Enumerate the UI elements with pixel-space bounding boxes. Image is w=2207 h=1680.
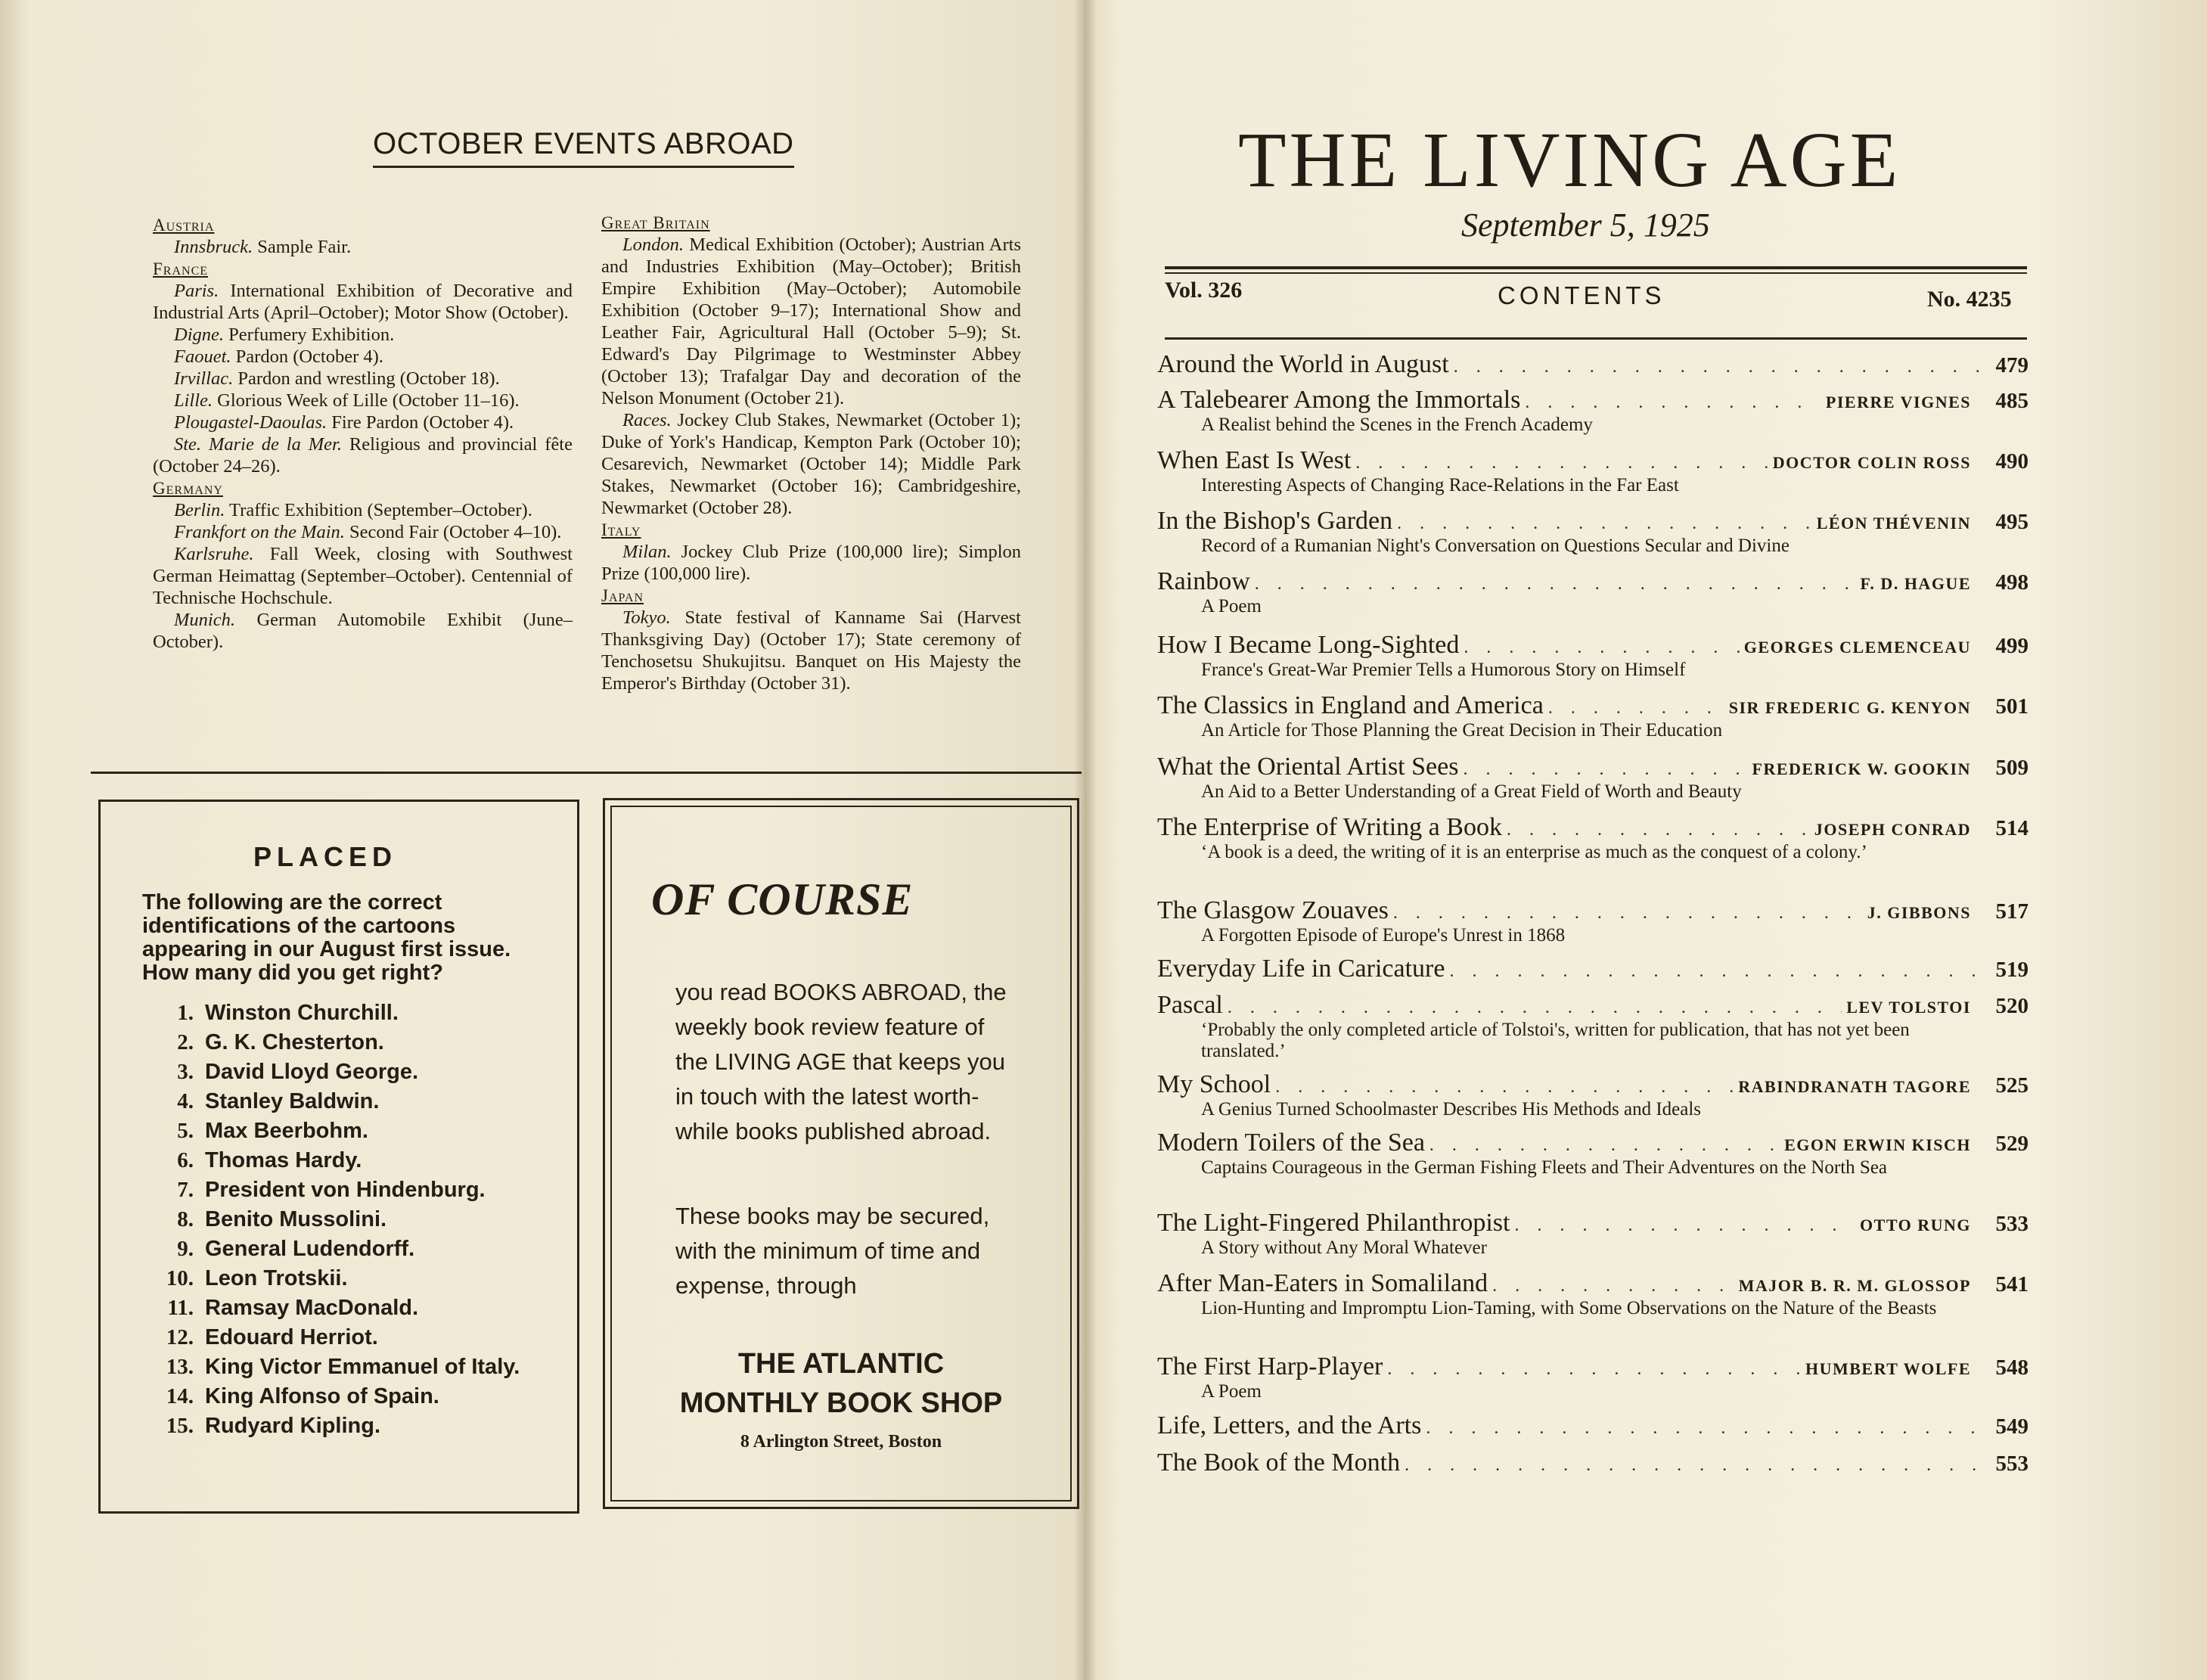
placed-item [133,1028,535,1057]
placed-item-name: Edouard Herriot. [205,1325,378,1349]
event-item [153,521,573,543]
contents-entry-row [1157,386,2029,415]
event-city: Lille. [174,390,213,411]
entry-author: SIR FREDERIC G. KENYON [1728,698,1971,717]
of-course-para2: These books may be secured, with the minimum of time and expense, through [675,1203,990,1299]
event-city: Frankfort on the Main. [174,522,345,542]
leader-dots [1449,961,1982,982]
entry-title: The Classics in England and America [1157,691,1544,719]
event-city: Milan. [622,542,672,562]
event-city: Tokyo. [622,607,671,628]
contents-entry [1157,631,2029,681]
placed-item [133,1116,535,1146]
entry-subtitle: A Genius Turned Schoolmaster Describes His Methods and Ideals [1201,1099,1702,1119]
entry-page-number: 490 [1995,449,2029,474]
event-city: Ste. Marie de la Mer. [174,434,342,455]
entry-author: HUMBERT WOLFE [1805,1359,1971,1378]
event-item [153,280,573,324]
event-item [153,499,573,521]
placed-item-number: 11. [167,1296,194,1320]
entry-author: LÉON THÉVENIN [1816,514,1971,533]
section-divider [91,772,1082,774]
event-city: Races. [622,410,672,430]
entry-title: How I Became Long-Sighted [1157,631,1460,659]
placed-item [133,1323,535,1352]
entry-page-number: 495 [1995,510,2029,534]
contents-entry [1157,753,2029,803]
entry-page-number: 499 [1995,634,2029,658]
placed-intro: The following are the correct identifications of the cartoons appearing in our August first issue. How many did you get right? [142,890,511,985]
contents-entry [1157,507,2029,557]
entry-title: The First Harp-Player [1157,1352,1383,1380]
entry-title: Life, Letters, and the Arts [1157,1411,1422,1439]
placed-item [133,1146,535,1175]
placed-item-number: 12. [166,1325,194,1349]
events-column-left [153,214,573,653]
contents-entry-row [1157,1352,2029,1381]
leader-dots [1393,903,1863,924]
contents-entry-row [1157,350,2029,379]
event-item [153,236,573,258]
placed-item-number: 4. [177,1089,194,1113]
contents-entry [1157,446,2029,496]
placed-item-name: Max Beerbohm. [205,1119,368,1143]
contents-entry-row [1157,507,2029,536]
placed-item [133,1382,535,1411]
placed-item [133,1352,535,1382]
country-heading: France [153,259,209,278]
contents-rule-top-thin [1165,272,2027,274]
leader-dots [1429,1135,1780,1156]
entry-author: GEORGES CLEMENCEAU [1743,638,1971,657]
placed-item-name: Benito Mussolini. [205,1207,387,1231]
entry-subtitle: Interesting Aspects of Changing Race-Relations in the Far East [1201,475,1679,495]
entry-title: Rainbow [1157,567,1250,595]
entry-page-number: 501 [1995,694,2029,719]
placed-item-number: 7. [177,1178,194,1202]
leader-dots [1515,1216,1856,1236]
contents-entry [1157,991,2029,1062]
events-title: OCTOBER EVENTS ABROAD [373,127,794,168]
contents-label: CONTENTS [1498,281,1665,309]
entry-author: LEV TOLSTOI [1846,998,1971,1017]
entry-author: JOSEPH CONRAD [1814,820,1971,839]
placed-list [133,998,535,1441]
placed-item-name: Leon Trotskii. [205,1266,348,1290]
entry-title: A Talebearer Among the Immortals [1157,386,1521,414]
issue-number: No. 4235 [1927,287,2012,312]
event-item [153,346,573,368]
placed-item-number: 1. [177,1001,194,1025]
event-item [601,234,1021,409]
contents-entry [1157,386,2029,436]
entry-subtitle: An Article for Those Planning the Great Decision in Their Education [1201,720,1723,741]
event-text: German Automobile Exhibit (June–October). [153,610,573,652]
placed-item [133,1087,535,1116]
entry-page-number: 485 [1995,389,2029,413]
entry-title: After Man-Eaters in Somaliland [1157,1269,1488,1297]
contents-entry [1157,567,2029,617]
entry-author: RABINDRANATH TAGORE [1738,1077,1971,1096]
entry-page-number: 520 [1995,994,2029,1018]
leader-dots [1525,393,1821,413]
contents-entry-row [1157,955,2029,983]
contents-entry [1157,350,2029,379]
placed-item [133,1293,535,1323]
contents-entry-row [1157,1411,2029,1440]
event-text: Traffic Exhibition (September–October). [225,500,532,520]
contents-entry-row [1157,1269,2029,1298]
placed-item-name: Thomas Hardy. [205,1148,362,1172]
contents-entry-row [1157,813,2029,842]
entry-author: F. D. HAGUE [1860,574,1971,593]
contents-entry-row [1157,446,2029,475]
entry-title: When East Is West [1157,446,1352,474]
event-text: Fall Week, closing with Southwest German Heimattag (September–October). Centennial of Technische Hochschule. [153,544,573,608]
event-text: Jockey Club Stakes, Newmarket (October 1); Duke of York's Handicap, Kempton Park (October 10); Cesarevich, Newmarket (October 14); Middle Park Stakes, Newmarket (October 16); Cambridgeshire, Newmarket (October 28). [601,410,1021,518]
entry-author: FREDERICK W. GOOKIN [1752,759,1971,778]
contents-rule-bottom [1165,337,2027,340]
entry-title: The Enterprise of Writing a Book [1157,813,1502,841]
event-text: Glorious Week of Lille (October 11–16). [213,390,520,411]
contents-entry [1157,691,2029,741]
leader-dots [1548,698,1724,719]
entry-subtitle: A Poem [1201,596,1262,616]
event-item [153,390,573,411]
contents-entry [1157,1352,2029,1402]
event-text: Pardon (October 4). [231,346,383,367]
entry-page-number: 514 [1995,816,2029,840]
entry-subtitle: ‘A book is a deed, the writing of it is an enterprise as much as the conquest of a colony.’ [1201,842,1867,862]
entry-page-number: 479 [1995,353,2029,377]
placed-item-number: 13. [166,1355,194,1379]
contents-entry [1157,1411,2029,1440]
country-heading: Austria [153,216,215,234]
leader-dots [1397,514,1812,534]
issue-date: September 5, 1925 [1461,207,1710,244]
entry-page-number: 529 [1995,1132,2029,1156]
event-city: Munich. [174,610,235,630]
entry-title: The Light-Fingered Philanthropist [1157,1209,1510,1237]
event-text: Perfumery Exhibition. [224,325,395,345]
entry-subtitle: France's Great-War Premier Tells a Humorous Story on Himself [1201,660,1686,680]
country-heading: Great Britain [601,213,710,232]
contents-entry-row [1157,991,2029,1020]
placed-item-name: G. K. Chesterton. [205,1030,384,1054]
placed-item-name: Stanley Baldwin. [205,1089,380,1113]
contents-entry-row [1157,691,2029,720]
entry-title: Pascal [1157,991,1223,1019]
country-heading: Italy [601,520,641,539]
placed-box [98,800,579,1514]
contents-entry [1157,1269,2029,1319]
contents-entry-row [1157,567,2029,596]
event-item [153,543,573,609]
event-item [601,607,1021,694]
entry-page-number: 509 [1995,756,2029,780]
entry-title: Everyday Life in Caricature [1157,955,1445,983]
leader-dots [1507,820,1810,840]
country-heading: Germany [153,479,223,498]
leader-dots [1275,1077,1734,1098]
placed-item-number: 10. [166,1266,194,1290]
event-text: International Exhibition of Decorative and Industrial Arts (April–October); Motor Show (October). [153,281,573,323]
placed-item-name: Ramsay MacDonald. [205,1296,419,1320]
contents-entry [1157,1209,2029,1259]
contents-entry-row [1157,1209,2029,1237]
entry-author: OTTO RUNG [1860,1216,1971,1234]
shop-name-line1: THE ATLANTIC [737,1348,945,1380]
event-text: Fire Pardon (October 4). [327,412,514,433]
entry-page-number: 553 [1995,1452,2029,1476]
placed-item-name: David Lloyd George. [205,1060,418,1084]
event-item [153,411,573,433]
leader-dots [1463,759,1747,780]
leader-dots [1355,453,1768,474]
placed-item-number: 15. [166,1414,194,1438]
event-city: Faouet. [174,346,231,367]
contents-entry-row [1157,1449,2029,1477]
entry-title: Modern Toilers of the Sea [1157,1129,1425,1157]
of-course-para1: you read BOOKS ABROAD, the weekly book review feature of the LIVING AGE that keeps you in touch with the latest worth-while books published abroad. [675,979,1007,1144]
event-text: Medical Exhibition (October); Austrian Arts and Industries Exhibition (May–October); British Empire Exhibition (May–October); Automobile Exhibition (October 9–17); International Show and Leather Fair, Agricultural Hall (October 5–9); St. Edward's Day Pilgrimage to Westminster Abbey (October 13); Trafalgar Day and decoration of the Nelson Monument (October 21). [601,234,1021,408]
leader-dots [1464,638,1739,658]
entry-author: MAJOR B. R. M. GLOSSOP [1738,1276,1971,1295]
event-text: Pardon and wrestling (October 18). [233,368,500,389]
entry-subtitle: An Aid to a Better Understanding of a Great Field of Worth and Beauty [1201,781,1742,802]
entry-page-number: 549 [1995,1414,2029,1439]
leader-dots [1255,574,1856,595]
contents-entry-row [1157,631,2029,660]
entry-subtitle: Captains Courageous in the German Fishing Fleets and Their Adventures on the North Sea [1201,1157,1888,1178]
entry-title: The Book of the Month [1157,1449,1401,1477]
contents-entry-row [1157,1129,2029,1157]
shop-address: 8 Arlington Street, Boston [740,1432,942,1452]
placed-item-number: 9. [177,1237,194,1261]
placed-item [133,1205,535,1234]
placed-item [133,998,535,1028]
events-column-right [601,212,1021,694]
placed-item-number: 14. [166,1384,194,1408]
leader-dots [1454,357,1982,377]
entry-subtitle: ‘Probably the only completed article of Tolstoi's, written for publication, that has not yet been translated.’ [1201,1020,1910,1061]
entry-page-number: 517 [1995,899,2029,924]
entry-subtitle: A Forgotten Episode of Europe's Unrest in 1868 [1201,925,1566,946]
entry-author: DOCTOR COLIN ROSS [1772,453,1971,472]
contents-entry [1157,955,2029,983]
placed-item-number: 5. [177,1119,194,1143]
placed-title: PLACED [253,841,398,872]
entry-page-number: 541 [1995,1272,2029,1296]
placed-item [133,1175,535,1205]
event-item [153,433,573,477]
placed-item-name: Winston Churchill. [205,1001,399,1025]
event-item [601,541,1021,585]
event-city: Digne. [174,325,224,345]
magazine-title: THE LIVING AGE [1238,116,1901,203]
contents-entry [1157,813,2029,863]
placed-item-number: 3. [177,1060,194,1084]
event-text: Second Fair (October 4–10). [344,522,562,542]
contents-entry [1157,1449,2029,1477]
event-item [153,609,573,653]
event-item [153,368,573,390]
placed-item-number: 8. [177,1207,194,1231]
event-city: Berlin. [174,500,225,520]
entry-title: My School [1157,1070,1271,1098]
placed-item [133,1411,535,1441]
contents-entry [1157,896,2029,946]
entry-title: What the Oriental Artist Sees [1157,753,1459,781]
placed-item-name: Rudyard Kipling. [205,1414,380,1438]
entry-subtitle: A Realist behind the Scenes in the French Academy [1201,415,1593,435]
entry-page-number: 519 [1995,958,2029,982]
placed-item [133,1234,535,1264]
placed-item-name: General Ludendorff. [205,1237,415,1261]
event-text: Sample Fair. [253,237,352,257]
placed-item-name: King Victor Emmanuel of Italy. [205,1355,520,1379]
country-heading: Japan [601,586,644,605]
of-course-ad [603,798,1079,1509]
entry-subtitle: Lion-Hunting and Impromptu Lion-Taming, with Some Observations on the Nature of the Beasts [1201,1298,1937,1318]
placed-item-number: 2. [177,1030,194,1054]
entry-subtitle: Record of a Rumanian Night's Conversation on Questions Secular and Divine [1201,536,1790,556]
event-city: Karlsruhe. [174,544,254,564]
placed-item [133,1057,535,1087]
event-text: Religious and provincial fête (October 24–26). [153,434,573,477]
event-city: Plougastel-Daoulas. [174,412,327,433]
entry-author: PIERRE VIGNES [1825,393,1971,411]
leader-dots [1492,1276,1734,1296]
event-text: Jockey Club Prize (100,000 lire); Simplon Prize (100,000 lire). [601,542,1021,584]
entry-subtitle: A Story without Any Moral Whatever [1201,1237,1487,1258]
event-item [601,409,1021,519]
entry-author: J. GIBBONS [1867,903,1971,922]
event-city: Innsbruck. [174,237,253,257]
leader-dots [1228,998,1842,1018]
entry-page-number: 533 [1995,1212,2029,1236]
shop-name-line2: MONTHLY BOOK SHOP [679,1387,1003,1419]
volume-number: Vol. 326 [1165,278,1243,303]
event-city: London. [622,234,684,255]
placed-item [133,1264,535,1293]
entry-page-number: 525 [1995,1073,2029,1098]
entry-title: In the Bishop's Garden [1157,507,1393,535]
event-item [153,324,573,346]
contents-entry [1157,1129,2029,1178]
leader-dots [1387,1359,1801,1380]
entry-title: The Glasgow Zouaves [1157,896,1389,924]
placed-item-number: 6. [177,1148,194,1172]
entry-page-number: 548 [1995,1355,2029,1380]
contents-entry-row [1157,1070,2029,1099]
of-course-title: OF COURSE [651,874,914,924]
entry-subtitle: A Poem [1201,1381,1262,1402]
contents-entry-row [1157,753,2029,781]
contents-entry-row [1157,896,2029,925]
entry-page-number: 498 [1995,570,2029,595]
event-city: Paris. [174,281,219,301]
placed-item-name: King Alfonso of Spain. [205,1384,439,1408]
event-city: Irvillac. [174,368,234,389]
entry-title: Around the World in August [1157,350,1449,378]
placed-item-name: President von Hindenburg. [205,1178,486,1202]
entry-author: EGON ERWIN KISCH [1784,1135,1971,1154]
leader-dots [1405,1455,1982,1476]
event-text: State festival of Kanname Sai (Harvest Thanksgiving Day) (October 17); State ceremony of Tenchosetsu Shukujitsu. Banquet on His Majesty the Emperor's Birthday (October 31). [601,607,1021,694]
contents-entry [1157,1070,2029,1120]
leader-dots [1426,1418,1982,1439]
contents-rule-top [1165,266,2027,269]
